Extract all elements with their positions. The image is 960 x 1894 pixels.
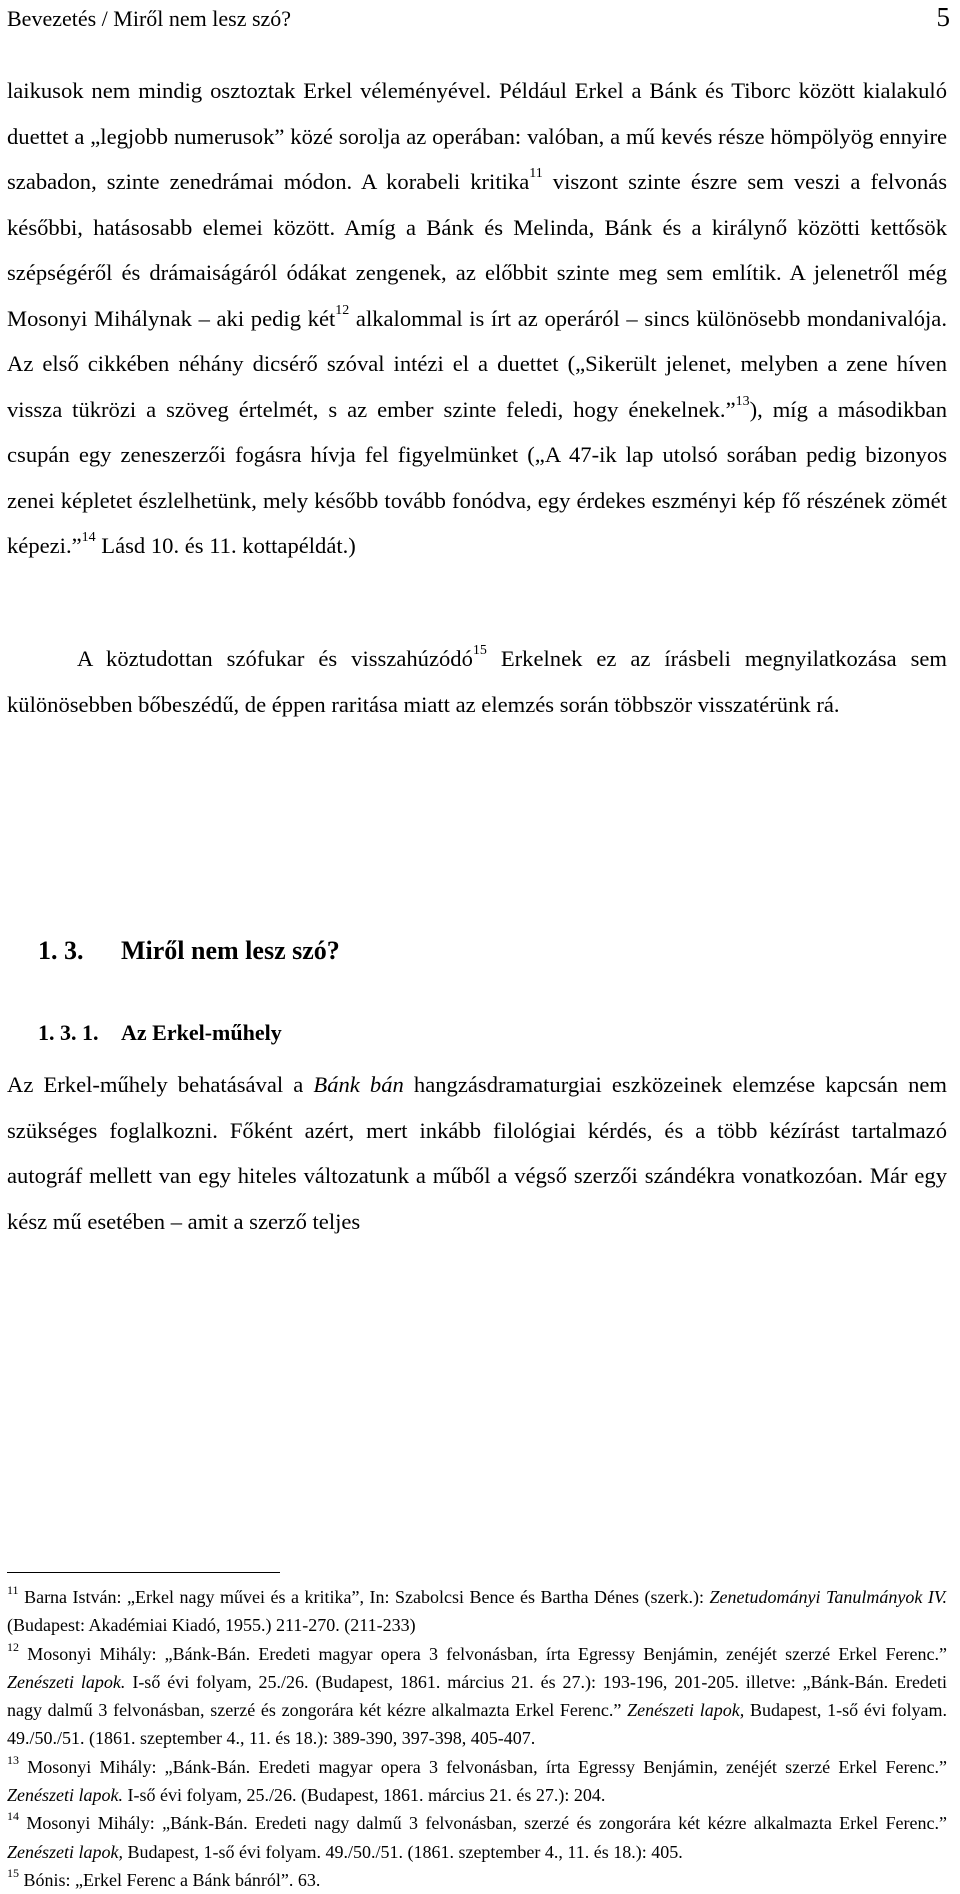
page-number: 5	[936, 2, 950, 32]
section-number: 1. 3.	[38, 936, 84, 965]
paragraph-text: Erkelnek ez az írásbeli megnyilatkozása sem különösebben bőbeszédű, de éppen raritása miatt az elemzés során többször visszatérünk rá.	[7, 646, 947, 717]
footnote-ref[interactable]: 11	[529, 166, 543, 182]
paragraph-text: Lásd 10. és 11. kottapéldát.)	[95, 533, 356, 558]
footnote-ref[interactable]: 14	[81, 530, 96, 546]
footnote-ref[interactable]: 13	[735, 393, 750, 409]
footnote	[7, 1866, 947, 1894]
header-title: Bevezetés / Miről nem lesz szó?	[7, 6, 292, 31]
section-heading	[38, 936, 340, 966]
footnote	[7, 1753, 947, 1810]
subsection-heading	[38, 1020, 282, 1046]
italic-title: Bánk bán	[313, 1072, 404, 1097]
footnote-italic: Zenészeti lapok,	[7, 1841, 123, 1862]
footnote-italic: Zenészeti lapok,	[627, 1700, 745, 1721]
footnote-text: Mosonyi Mihály: „Bánk-Bán. Eredeti nagy dalmű 3 felvonásban, szerzé és zongorára két kézre alkalmazta Erkel Ferenc.”	[19, 1813, 947, 1834]
paragraph-text: A köztudottan szófukar és visszahúzódó	[77, 646, 473, 671]
footnote-italic: Zenészeti lapok.	[7, 1785, 123, 1806]
footnote-italic: Zenészeti lapok.	[7, 1671, 126, 1692]
footnote-ref[interactable]: 15	[472, 643, 487, 659]
paragraph-text: Az Erkel-műhely behatásával a	[7, 1072, 314, 1097]
footnote-text: Budapest, 1-ső évi folyam. 49./50./51. (1861. szeptember 4., 11. és 18.): 405.	[122, 1841, 683, 1862]
footnote-text: Barna István: „Erkel nagy művei és a kritika”, In: Szabolcsi Bence és Bartha Dénes (szerk.):	[18, 1587, 710, 1607]
footnote-separator	[7, 1572, 280, 1573]
footnote-number: 13	[7, 1752, 19, 1767]
subsection-number: 1. 3. 1.	[38, 1020, 99, 1045]
paragraph-text: laikusok nem mindig osztoztak Erkel véleményével. Például Erkel a Bánk és Tiborc között kialakuló duettet a „legjobb numerusok” közé sorolja az operában: valóban, a mű kevés része hömpölyög ennyire szabadon, szinte zenedrámai módon. A korabeli kritika	[7, 78, 947, 194]
footnote-text: Bónis: „Erkel Ferenc a Bánk bánról”. 63.	[19, 1869, 321, 1890]
paragraph-text: ), míg a másodikban csupán egy zeneszerzői fogásra hívja fel figyelmünket („A 47-ik lap utolsó sorában pedig bizonyos zenei képletet észlelhetünk, mely később tovább fonódva, egy érdekes eszményi kép fő részének zömét képezi.”	[7, 396, 947, 558]
section-title: Miről nem lesz szó?	[121, 936, 340, 965]
running-header	[7, 2, 950, 42]
footnote	[7, 1809, 947, 1866]
footnote-number: 11	[7, 1583, 19, 1597]
footnote-text: (Budapest: Akadémiai Kiadó, 1955.) 211-270. (211-233)	[7, 1615, 416, 1636]
footnote	[7, 1640, 947, 1753]
footnote-italic: Zenetudományi Tanulmányok IV.	[709, 1587, 947, 1607]
paragraph-text: alkalommal is írt az operáról – sincs különösebb mondanivalója. Az első cikkében néhány dicsérő szóval intézi el a duettet („Sikerült jelenet, melyben a zene híven vissza tükrözi a szöveg értelmét, s az ember szinte feledi, hogy énekelnek.”	[7, 305, 947, 422]
subsection-title: Az Erkel-műhely	[121, 1020, 282, 1045]
paragraph-text: hangzásdramaturgiai eszközeinek elemzése kapcsán nem szükséges foglalkozni. Főként azért, mert inkább filológiai kérdés, és a több kézírást tartalmazó autográf mellett van egy hiteles változatunk a műből a végső szerzői szándékra vonatkozóan. Már egy kész mű esetében – amit a szerző teljes	[7, 1072, 947, 1234]
paragraph-text: viszont szinte észre sem veszi a felvonás későbbi, hatásosabb elemei között. Amíg a Bánk és Melinda, Bánk és a királynő közötti kettősök szépségéről és drámaiságáról ódákat zengenek, az előbbit szinte meg sem említik. A jelenetről még Mosonyi Mihálynak – aki pedig két	[7, 169, 947, 331]
paragraph	[7, 636, 947, 727]
footnote	[7, 1583, 947, 1640]
footnote-text: I-ső évi folyam, 25./26. (Budapest, 1861. március 21. és 27.): 204.	[122, 1785, 606, 1806]
footnote-text: Mosonyi Mihály: „Bánk-Bán. Eredeti magyar opera 3 felvonásban, írta Egressy Benjámin, zenéjét szerzé Erkel Ferenc.”	[19, 1643, 947, 1664]
footnote-text: I-ső évi folyam, 25./26. (Budapest, 1861. március 21. és 27.): 193-196, 201-205. illetve: „Bánk-Bán. Eredeti nagy dalmű 3 felvonásban, szerzé és zongorára két kézre alkalmazta Erkel Ferenc.”	[7, 1671, 947, 1721]
paragraph	[7, 1062, 947, 1244]
footnote-number: 12	[7, 1639, 19, 1654]
footnote-text: Mosonyi Mihály: „Bánk-Bán. Eredeti magyar opera 3 felvonásban, írta Egressy Benjámin, zenéjét szerzé Erkel Ferenc.”	[19, 1756, 947, 1777]
footnote-text: Budapest, 1-ső évi folyam. 49./50./51. (1861. szeptember 4., 11. és 18.): 389-390, 397-398, 405-407.	[7, 1700, 948, 1749]
footnote-ref[interactable]: 12	[335, 302, 350, 318]
footnote-number: 14	[7, 1809, 19, 1824]
paragraph	[7, 68, 947, 569]
footnotes	[7, 1583, 947, 1894]
footnote-number: 15	[7, 1865, 19, 1880]
